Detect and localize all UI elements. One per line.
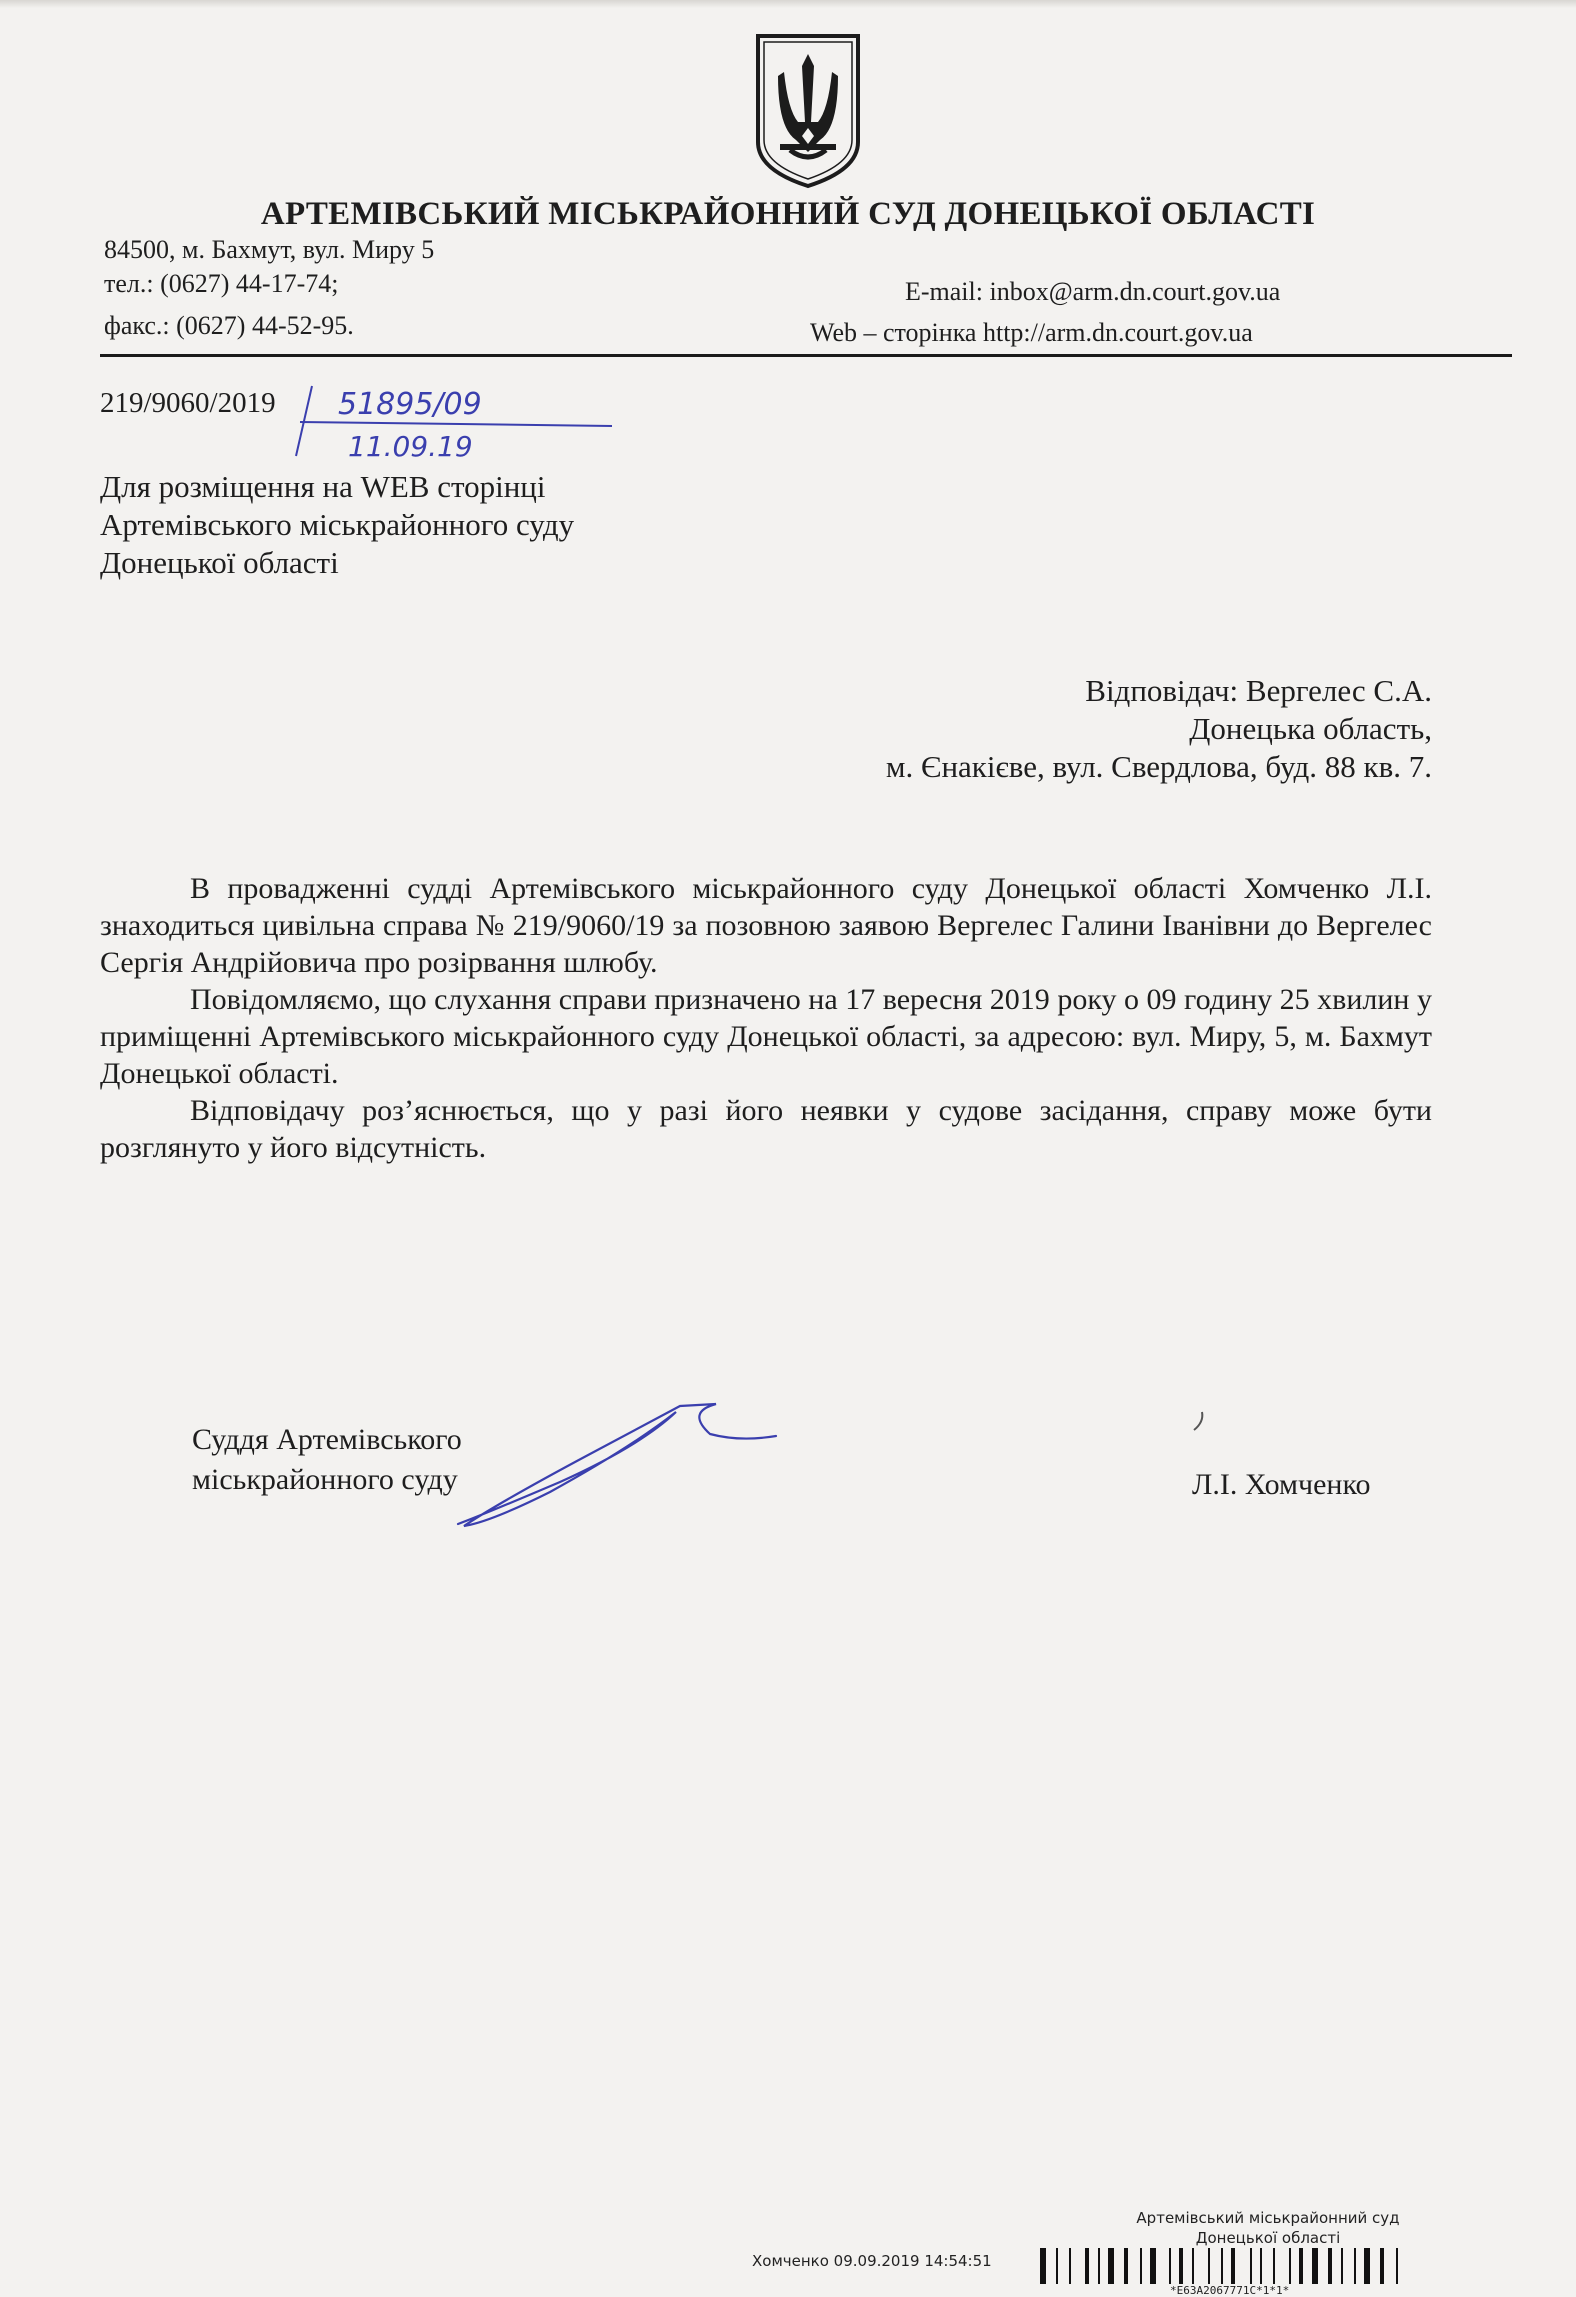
body-paragraph: Повідомляємо, що слухання справи призначено на 17 вересня 2019 року о 09 годину 25 хвилин у приміщенні Артемівського міськрайонного суду Донецької області, за адресою: вул. Миру, 5, м. Бахмут Донецької області. [100,983,1432,1090]
handwritten-registration-stamp [290,378,630,468]
barcode-bar [1208,2248,1210,2284]
barcode-bar [1231,2248,1235,2284]
barcode-bar [1192,2248,1194,2284]
addressee-line: м. Єнакієве, вул. Свердлова, буд. 88 кв. 7. [885,749,1432,784]
document-barcode [1040,2248,1510,2288]
barcode-text: *E63A2067771C*1*1* [1170,2284,1290,2297]
header-divider [100,354,1512,357]
recipient-line: Донецької області [100,545,339,580]
barcode-bar [1299,2248,1303,2284]
barcode-bar [1289,2248,1291,2284]
court-fax: факс.: (0627) 44-52-95. [104,311,354,340]
barcode-bar [1098,2248,1100,2284]
handwritten-signature [440,1392,790,1532]
handwritten-date: 11.09.19 [348,430,473,463]
signatory-title-line: міськрайонного суду [192,1463,458,1496]
outgoing-case-number: 219/9060/2019 [100,387,276,419]
barcode-bar [1040,2248,1046,2284]
ink-mark [1184,1408,1214,1438]
barcode-bar [1108,2248,1114,2284]
court-email: E-mail: inbox@arm.dn.court.gov.ua [905,277,1281,306]
barcode-bar [1124,2248,1128,2284]
barcode-bar [1328,2248,1332,2284]
recipient-block [100,468,574,582]
signatory-title [192,1420,462,1500]
barcode-bar [1085,2248,1089,2284]
addressee-line: Відповідач: Вергелес С.А. [1085,673,1432,708]
barcode-bar [1179,2248,1183,2284]
barcode-bar [1273,2248,1275,2284]
court-name-heading: АРТЕМІВСЬКИЙ МІСЬКРАЙОННИЙ СУД ДОНЕЦЬКОЇ ОБЛАСТІ [260,196,1316,232]
letter-body [100,870,1432,1166]
handwritten-number: 51895/09 [338,387,482,422]
barcode-bar [1341,2248,1343,2284]
registry-court-stamp [1118,2208,1418,2248]
registry-court-line: Донецької області [1195,2229,1341,2247]
barcode-bar [1312,2248,1318,2284]
barcode-bar [1069,2248,1071,2284]
registry-timestamp: Хомченко 09.09.2019 14:54:51 [752,2252,992,2270]
barcode-bar [1140,2248,1142,2284]
barcode-bar [1056,2248,1058,2284]
court-website: Web – сторінка http://arm.dn.court.gov.ua [810,318,1253,347]
barcode-bar [1354,2248,1356,2284]
signatory-name: Л.І. Хомченко [1192,1468,1371,1501]
signatory-title-line: Суддя Артемівського [192,1423,462,1456]
scan-edge-shadow [0,0,1576,8]
recipient-line: Артемівського міськрайонного суду [100,507,575,542]
registry-court-line: Артемівський міськрайонний суд [1136,2209,1400,2227]
barcode-bar [1221,2248,1223,2284]
body-paragraph: Відповідачу роз’яснюється, що у разі його неявки у судове засідання, справу може бути розглянуто у його відсутність. [100,1094,1432,1164]
barcode-bar [1169,2248,1171,2284]
court-address: 84500, м. Бахмут, вул. Миру 5 [104,235,435,264]
barcode-bar [1260,2248,1262,2284]
barcode-bar [1364,2248,1370,2284]
barcode-bar [1380,2248,1384,2284]
barcode-bar [1396,2248,1398,2284]
addressee-block [886,672,1432,786]
ukraine-trident-icon [750,32,866,190]
body-paragraph: В провадженні судді Артемівського міськрайонного суду Донецької області Хомченко Л.І. знаходиться цивільна справа № 219/9060/19 за позовною заявою Вергелес Галини Іванівни до Вергелес Сергія Андрійовича про розірвання шлюбу. [100,872,1432,979]
recipient-line: Для розміщення на WEB сторінці [100,469,546,504]
barcode-bar [1150,2248,1156,2284]
addressee-line: Донецька область, [1189,711,1432,746]
barcode-bar [1250,2248,1252,2284]
court-phone: тел.: (0627) 44-17-74; [104,269,339,298]
